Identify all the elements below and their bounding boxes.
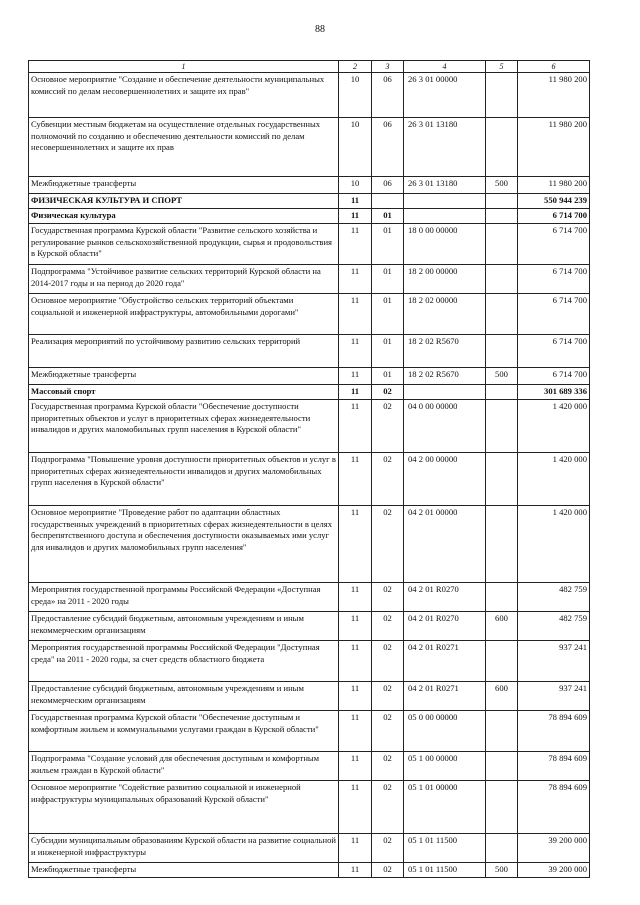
row-section: 11 <box>339 194 372 209</box>
table-row <box>29 612 590 641</box>
row-amount: 6 714 700 <box>518 224 590 265</box>
header-cell: 6 <box>518 61 590 73</box>
row-amount: 78 894 609 <box>518 781 590 834</box>
row-subsection: 02 <box>372 641 404 682</box>
row-amount: 6 714 700 <box>518 265 590 294</box>
table-row <box>29 752 590 781</box>
row-target-code: 04 2 01 R0271 <box>404 682 486 711</box>
row-subsection: 02 <box>372 682 404 711</box>
row-section: 11 <box>339 682 372 711</box>
row-expense-type <box>486 118 518 177</box>
row-expense-type <box>486 583 518 612</box>
table-row <box>29 265 590 294</box>
row-target-code: 26 3 01 00000 <box>404 73 486 118</box>
table-row <box>29 453 590 506</box>
row-amount: 482 759 <box>518 612 590 641</box>
row-target-code: 26 3 01 13180 <box>404 118 486 177</box>
row-amount: 6 714 700 <box>518 209 590 224</box>
row-expense-type <box>486 400 518 453</box>
row-amount: 11 980 200 <box>518 177 590 194</box>
table-row <box>29 400 590 453</box>
row-amount: 301 689 336 <box>518 385 590 400</box>
budget-table <box>28 60 590 878</box>
row-expense-type <box>486 781 518 834</box>
row-section: 11 <box>339 385 372 400</box>
row-expense-type <box>486 506 518 583</box>
row-name: Подпрограмма "Повышение уровня доступности приоритетных объектов и услуг в приоритетных сферах жизнедеятельности инвалидов и других маломобильных групп населения в Курской области" <box>29 453 339 506</box>
row-name: Предоставление субсидий бюджетным, автономным учреждениям и иным некоммерческим организациям <box>29 682 339 711</box>
row-section: 10 <box>339 118 372 177</box>
row-amount: 6 714 700 <box>518 335 590 368</box>
row-name: Основное мероприятие "Содействие развитию социальной и инженерной инфраструктуры муниципальных образований Курской области" <box>29 781 339 834</box>
row-amount: 11 980 200 <box>518 73 590 118</box>
row-target-code: 04 2 01 00000 <box>404 506 486 583</box>
row-subsection: 01 <box>372 335 404 368</box>
row-subsection: 02 <box>372 385 404 400</box>
row-section: 11 <box>339 863 372 878</box>
row-expense-type <box>486 453 518 506</box>
row-target-code: 04 2 01 R0270 <box>404 612 486 641</box>
row-name: Подпрограмма "Создание условий для обеспечения доступным и комфортным жильем граждан в Курской области" <box>29 752 339 781</box>
row-section: 11 <box>339 752 372 781</box>
row-subsection: 02 <box>372 400 404 453</box>
row-name: Государственная программа Курской области "Обеспечение доступности приоритетных объектов и услуг в приоритетных сферах жизнедеятельности инвалидов и других маломобильных групп населения в Курской области" <box>29 400 339 453</box>
table-row <box>29 368 590 385</box>
row-subsection: 02 <box>372 506 404 583</box>
row-subsection: 02 <box>372 711 404 752</box>
header-row <box>29 61 590 73</box>
row-section: 11 <box>339 224 372 265</box>
row-amount: 39 200 000 <box>518 834 590 863</box>
row-name: Субвенции местным бюджетам на осуществление отдельных государственных полномочий по созданию и обеспечению деятельности комиссий по делам несовершеннолетних и защите их прав <box>29 118 339 177</box>
row-expense-type <box>486 834 518 863</box>
row-target-code: 18 0 00 00000 <box>404 224 486 265</box>
row-amount: 78 894 609 <box>518 752 590 781</box>
row-target-code <box>404 209 486 224</box>
row-subsection: 02 <box>372 781 404 834</box>
row-section: 11 <box>339 834 372 863</box>
row-name: Государственная программа Курской области "Развитие сельского хозяйства и регулирование рынков сельскохозяйственной продукции, сырья и продовольствия в Курской области" <box>29 224 339 265</box>
row-target-code: 05 1 01 11500 <box>404 863 486 878</box>
row-section: 11 <box>339 781 372 834</box>
row-target-code: 04 2 01 R0271 <box>404 641 486 682</box>
row-expense-type <box>486 73 518 118</box>
row-amount: 78 894 609 <box>518 711 590 752</box>
row-amount: 6 714 700 <box>518 368 590 385</box>
row-subsection: 01 <box>372 294 404 335</box>
row-name: ФИЗИЧЕСКАЯ КУЛЬТУРА И СПОРТ <box>29 194 339 209</box>
row-section: 10 <box>339 177 372 194</box>
table-row <box>29 641 590 682</box>
row-target-code: 18 2 02 R5670 <box>404 335 486 368</box>
table-row <box>29 224 590 265</box>
row-name: Массовый спорт <box>29 385 339 400</box>
table-row <box>29 385 590 400</box>
page-number: 88 <box>315 24 325 35</box>
row-amount: 1 420 000 <box>518 400 590 453</box>
table-row <box>29 194 590 209</box>
row-expense-type: 500 <box>486 368 518 385</box>
table-row <box>29 834 590 863</box>
table-row <box>29 177 590 194</box>
row-expense-type <box>486 711 518 752</box>
row-target-code: 04 2 01 R0270 <box>404 583 486 612</box>
row-subsection: 06 <box>372 118 404 177</box>
row-section: 11 <box>339 209 372 224</box>
row-section: 11 <box>339 368 372 385</box>
row-subsection: 01 <box>372 265 404 294</box>
row-amount: 11 980 200 <box>518 118 590 177</box>
row-expense-type <box>486 641 518 682</box>
table-row <box>29 583 590 612</box>
row-name: Субсидии муниципальным образованиям Курской области на развитие социальной и инженерной инфраструктуры <box>29 834 339 863</box>
row-target-code <box>404 385 486 400</box>
row-expense-type <box>486 294 518 335</box>
row-subsection: 01 <box>372 209 404 224</box>
table-row <box>29 73 590 118</box>
row-subsection <box>372 194 404 209</box>
row-name: Межбюджетные трансферты <box>29 863 339 878</box>
row-target-code: 05 0 00 00000 <box>404 711 486 752</box>
row-amount: 39 200 000 <box>518 863 590 878</box>
row-expense-type <box>486 224 518 265</box>
row-name: Основное мероприятие "Создание и обеспечение деятельности муниципальных комиссий по делам несовершеннолетних и защите их прав" <box>29 73 339 118</box>
table-row <box>29 711 590 752</box>
row-name: Реализация мероприятий по устойчивому развитию сельских территорий <box>29 335 339 368</box>
row-target-code: 04 0 00 00000 <box>404 400 486 453</box>
row-name: Государственная программа Курской области "Обеспечение доступным и комфортным жильем и коммунальными услугами граждан в Курской области" <box>29 711 339 752</box>
table-row <box>29 863 590 878</box>
row-target-code: 18 2 00 00000 <box>404 265 486 294</box>
table-row <box>29 209 590 224</box>
row-expense-type: 600 <box>486 682 518 711</box>
row-subsection: 06 <box>372 73 404 118</box>
row-section: 11 <box>339 641 372 682</box>
header-cell: 5 <box>486 61 518 73</box>
row-expense-type: 600 <box>486 612 518 641</box>
row-subsection: 01 <box>372 224 404 265</box>
row-subsection: 01 <box>372 368 404 385</box>
row-name: Основное мероприятие "Обустройство сельских территорий объектами социальной и инженерной инфраструктуры, автомобильными дорогами" <box>29 294 339 335</box>
row-target-code: 04 2 00 00000 <box>404 453 486 506</box>
row-amount: 1 420 000 <box>518 453 590 506</box>
row-section: 11 <box>339 711 372 752</box>
row-target-code: 18 2 02 00000 <box>404 294 486 335</box>
row-subsection: 02 <box>372 752 404 781</box>
table-row <box>29 294 590 335</box>
row-target-code: 05 1 01 00000 <box>404 781 486 834</box>
table-row <box>29 682 590 711</box>
row-section: 11 <box>339 612 372 641</box>
row-name: Мероприятия государственной программы Российской Федерации «Доступная среда» на 2011 - 2020 годы <box>29 583 339 612</box>
header-cell: 3 <box>372 61 404 73</box>
row-section: 11 <box>339 294 372 335</box>
row-target-code: 05 1 00 00000 <box>404 752 486 781</box>
row-section: 11 <box>339 453 372 506</box>
row-subsection: 02 <box>372 453 404 506</box>
header-cell: 1 <box>29 61 339 73</box>
row-name: Физическая культура <box>29 209 339 224</box>
row-target-code: 05 1 01 11500 <box>404 834 486 863</box>
header-cell: 4 <box>404 61 486 73</box>
row-expense-type <box>486 265 518 294</box>
row-amount: 550 944 239 <box>518 194 590 209</box>
row-expense-type <box>486 752 518 781</box>
row-section: 11 <box>339 265 372 294</box>
table-row <box>29 335 590 368</box>
row-subsection: 02 <box>372 583 404 612</box>
row-section: 11 <box>339 506 372 583</box>
row-section: 11 <box>339 400 372 453</box>
row-target-code <box>404 194 486 209</box>
row-expense-type <box>486 194 518 209</box>
row-name: Межбюджетные трансферты <box>29 368 339 385</box>
row-subsection: 02 <box>372 834 404 863</box>
row-name: Межбюджетные трансферты <box>29 177 339 194</box>
row-name: Мероприятия государственной программы Российской Федерации "Доступная среда" на 2011 - 2020 годы, за счет средств областного бюджета <box>29 641 339 682</box>
row-expense-type <box>486 335 518 368</box>
row-subsection: 02 <box>372 863 404 878</box>
row-name: Предоставление субсидий бюджетным, автономным учреждениям и иным некоммерческим организациям <box>29 612 339 641</box>
row-expense-type <box>486 209 518 224</box>
row-expense-type: 500 <box>486 177 518 194</box>
row-expense-type: 500 <box>486 863 518 878</box>
row-target-code: 26 3 01 13180 <box>404 177 486 194</box>
row-section: 11 <box>339 583 372 612</box>
row-name: Подпрограмма "Устойчивое развитие сельских территорий Курской области на 2014-2017 годы и на период до 2020 года" <box>29 265 339 294</box>
table-row <box>29 506 590 583</box>
row-target-code: 18 2 02 R5670 <box>404 368 486 385</box>
table-row <box>29 118 590 177</box>
row-amount: 6 714 700 <box>518 294 590 335</box>
row-amount: 937 241 <box>518 682 590 711</box>
row-section: 10 <box>339 73 372 118</box>
row-name: Основное мероприятие "Проведение работ по адаптации областных государственных учреждений в приоритетных сферах жизнедеятельности в целях беспрепятственного доступа и обеспечения доступности оказываемых ими услуг для инвалидов и других маломобильных групп населения" <box>29 506 339 583</box>
row-subsection: 02 <box>372 612 404 641</box>
row-amount: 1 420 000 <box>518 506 590 583</box>
row-amount: 482 759 <box>518 583 590 612</box>
row-subsection: 06 <box>372 177 404 194</box>
header-cell: 2 <box>339 61 372 73</box>
row-amount: 937 241 <box>518 641 590 682</box>
table-row <box>29 781 590 834</box>
row-section: 11 <box>339 335 372 368</box>
row-expense-type <box>486 385 518 400</box>
